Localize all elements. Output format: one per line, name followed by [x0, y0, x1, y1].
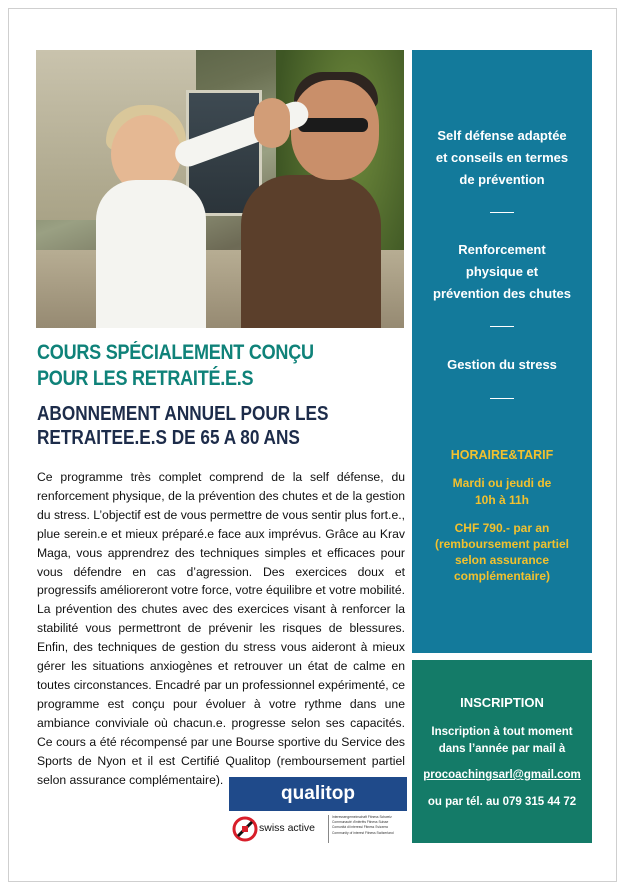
qualitop-logo: qualitop [229, 777, 407, 811]
feature-stress: Gestion du stress [447, 357, 557, 372]
subheadline [37, 402, 355, 450]
features-panel [412, 50, 592, 653]
swiss-active-label: swiss active [259, 822, 316, 834]
subheadline-line-2: RETRAITEE.E.S DE 65 A 80 ANS [37, 427, 300, 449]
program-description: Ce programme très complet comprend de la self défense, du renforcement physique, de la prévention des chutes et de la gestion du stress. L’objectif est de vous permettre de vous sentir plus fort.e., plue serein.e et mieux préparé.e face aux imprévus. Grâce au Krav Maga, vous apprendrez des techniques simples et efficaces pour vous défendre en cas d’agression. Des exercices doux et progressifs amélioreront votre force, votre équilibre et votre mobilité. La prévention des chutes avec des exercices visant à renforcer la stabilité vous permettront de prévenir les risques de blessures. Enfin, des techniques de gestion du stress vous aideront à mieux gérer les situations anxiogènes et retrouver un état de calme en toutes circonstances. Encadré par un professionnel expérimenté, ce programme est conçu pour évoluer à votre rythme dans une ambiance conviviale où chacun.e. progresse selon ses capacités. Ce cours a été récompensé par une Bourse sportive du Service des Sports de Nyon et il est Certifié Qualitop (remboursement partiel selon assurance complémentaire). [37, 470, 405, 787]
headline-line-1: COURS SPÉCIALEMENT CONÇU [37, 341, 314, 364]
headline-line-2: POUR LES RETRAITÉ.E.S [37, 367, 254, 390]
schedule-price: CHF 790.- par an (remboursement partiel selon assurance complémentaire) [434, 521, 570, 583]
headline [37, 340, 355, 392]
schedule-title: HORAIRE&TARIF [450, 448, 554, 462]
swiss-active-icon [232, 816, 258, 842]
feature-self-defense: Self défense adaptée et conseils en termes de prévention [435, 128, 569, 187]
hero-photo [36, 50, 404, 328]
subheadline-line-1: ABONNEMENT ANNUEL POUR LES [37, 403, 329, 425]
inscription-panel [412, 660, 592, 843]
swiss-active-separator [328, 815, 329, 843]
separator-rule [490, 326, 514, 327]
separator-rule [490, 398, 514, 399]
separator-rule [490, 212, 514, 213]
inscription-phone: ou par tél. au 079 315 44 72 [427, 796, 577, 808]
swiss-active-logo [229, 813, 407, 846]
feature-strength: Renforcement physique et prévention des chutes [433, 242, 571, 301]
inscription-text: Inscription à tout moment dans l’année par mail à [431, 726, 573, 755]
inscription-email-link[interactable]: procoachingsarl@gmail.com [423, 769, 581, 781]
swiss-active-tagline: Interessengemeinschaft Fitness Schweiz Communauté d'intérêts Fitness Suisse Comunità di interessi Fitness Svizzera Community of interest Fitness Switzerland [332, 815, 394, 835]
inscription-title: INSCRIPTION [460, 695, 544, 710]
schedule-days: Mardi ou jeudi de 10h à 11h [452, 476, 552, 507]
